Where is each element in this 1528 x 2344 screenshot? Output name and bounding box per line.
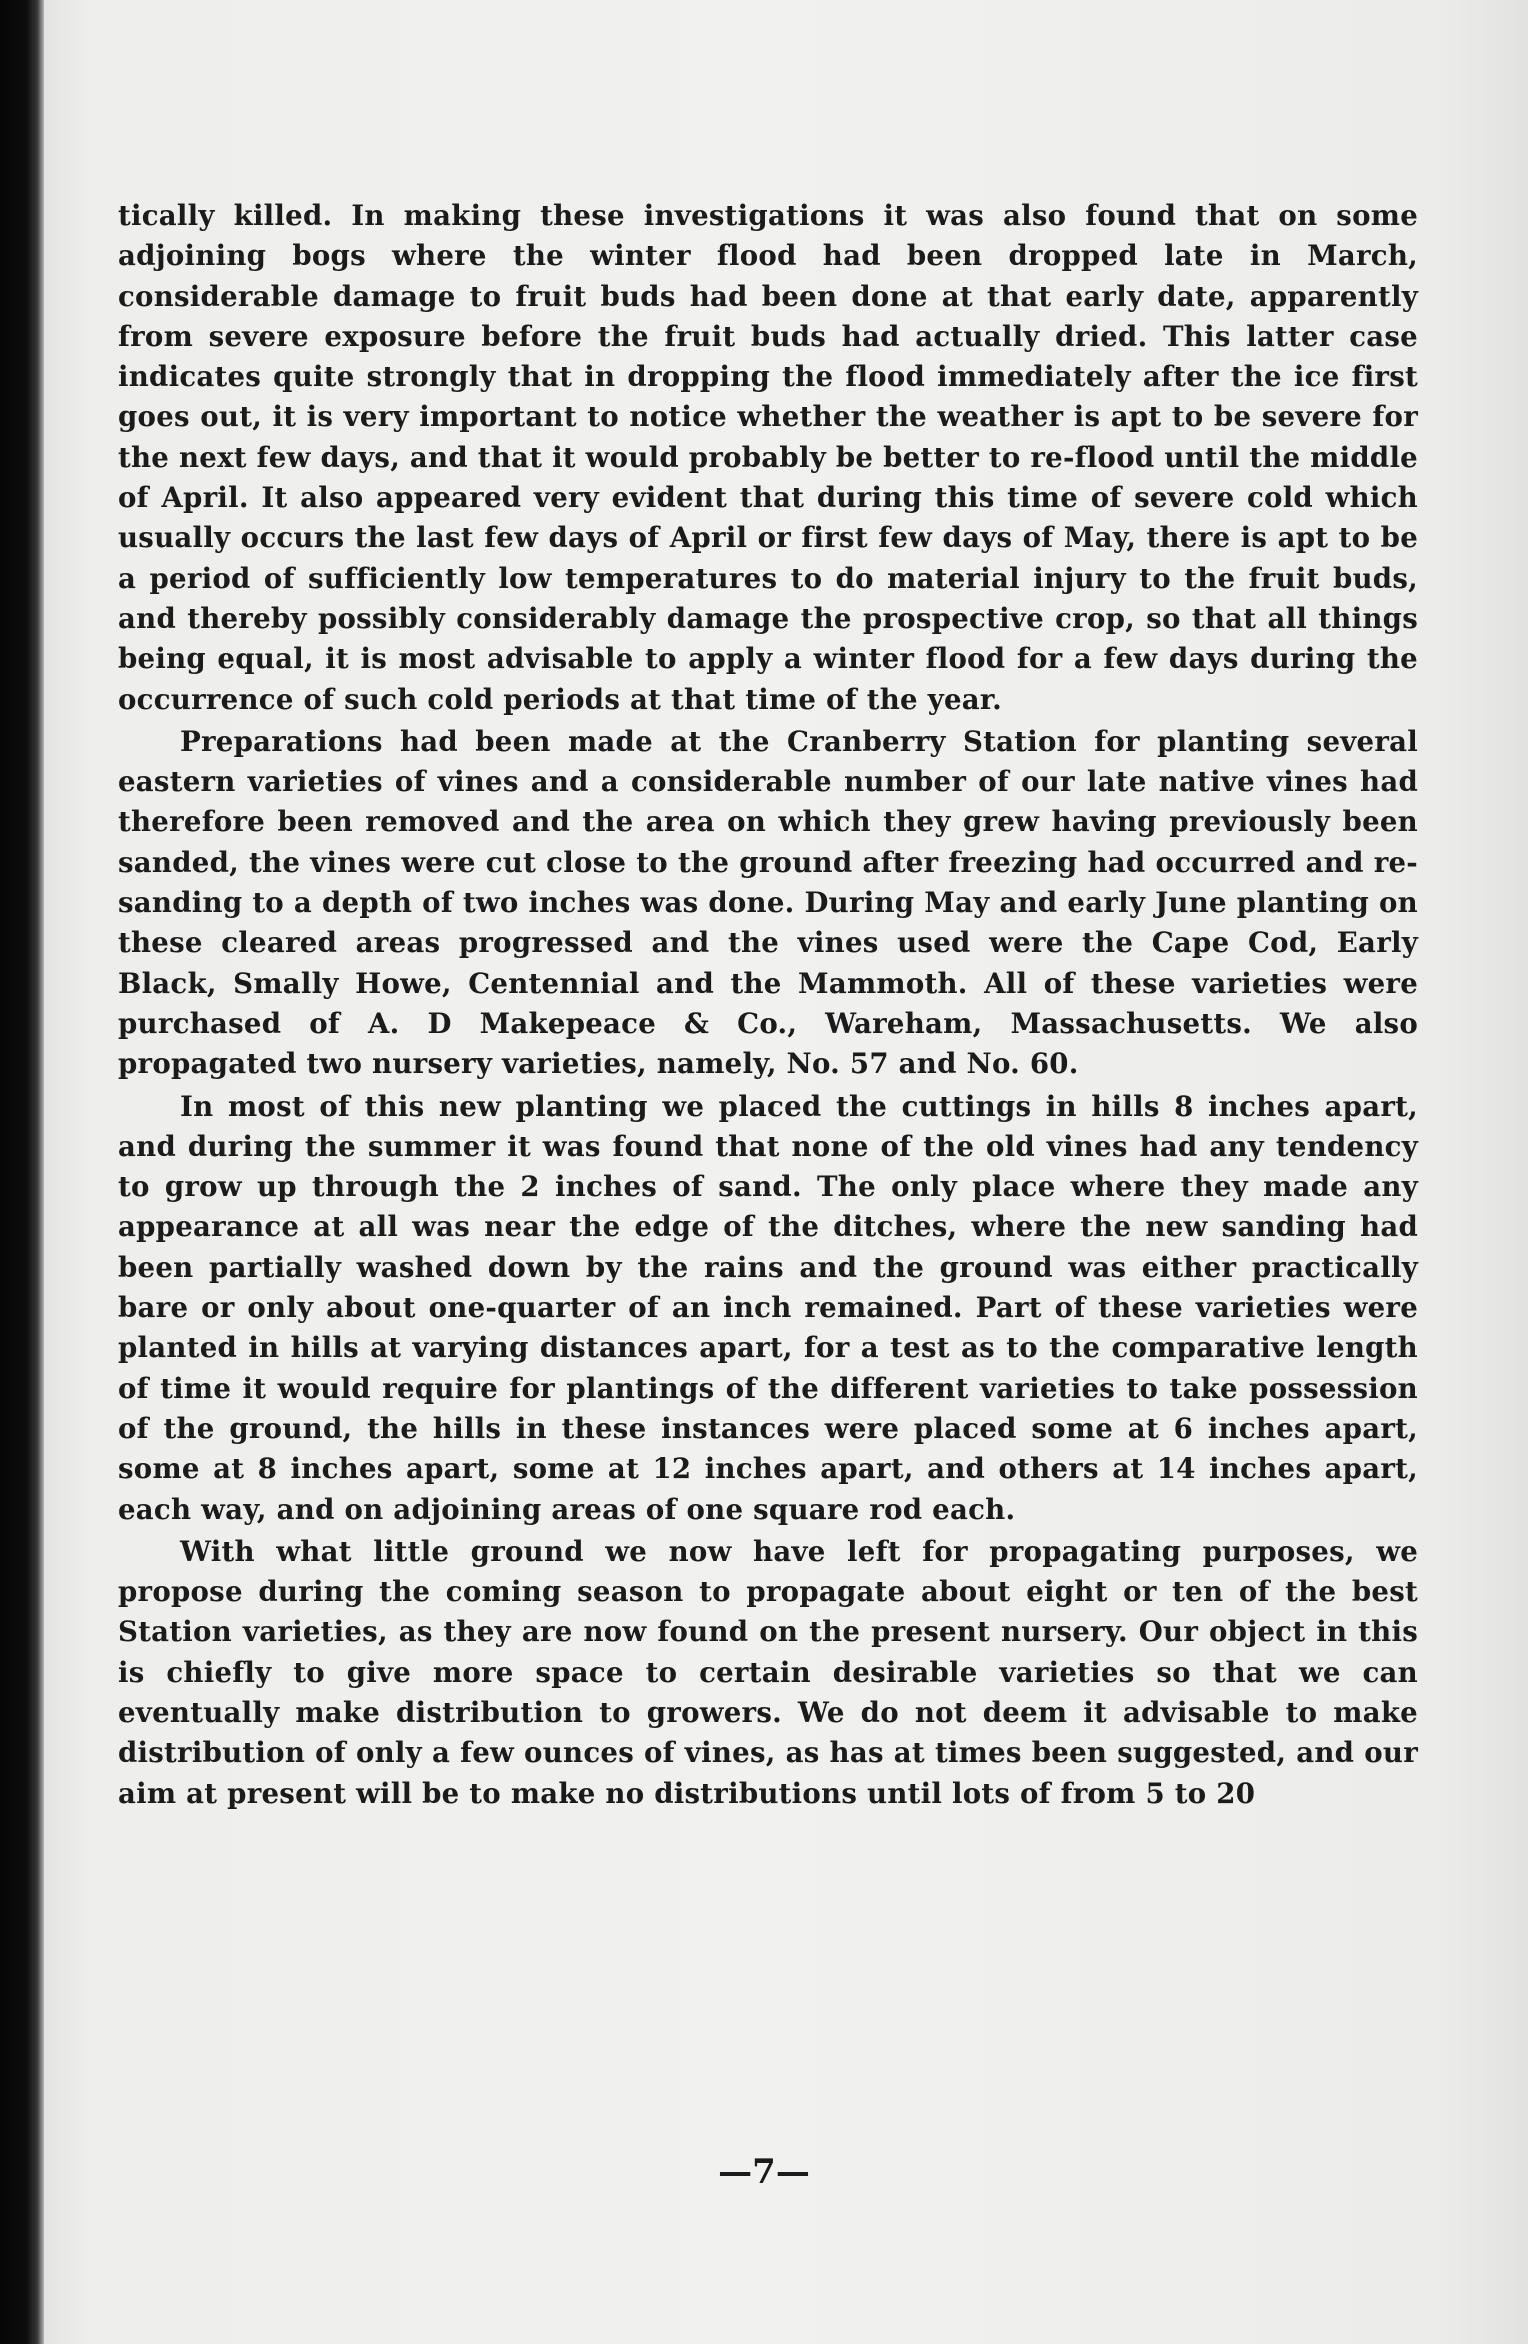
paragraph-new-planting: In most of this new planting we placed the cuttings in hills 8 inches apart, and during the summer it was found that none of the old vines had any tendency to grow up through the 2 inches of sand. The only place where they made any appearance at all was near the edge of the ditches, where the new sanding had been partially washed down by the rains and the ground was either practically bare or only about one-quarter of an inch remained. Part of these varieties were planted in hills at varying distances apart, for a test as to the comparative length of time it would require for plantings of the different varieties to take possession of the ground, the hills in these instances were placed some at 6 inches apart, some at 8 inches apart, some at 12 inches apart, and others at 14 inches apart, each way, and on adjoining areas of one square rod each. (118, 1089, 1418, 1526)
binding-shadow (0, 0, 44, 2344)
paragraph-propagation: With what little ground we now have left for propagating purposes, we propose during the coming season to propagate about eight or ten of the best Station varieties, as they are now found on the present nursery. Our object in this is chiefly to give more space to certain desirable varieties so that we can eventually make distribution to growers. We do not deem it advisable to make distribution of only a few ounces of vines, as has at times been suggested, and our aim at present will be to make no distributions until lots of from 5 to 20 (118, 1534, 1418, 1810)
page-number: —7— (718, 2152, 810, 2192)
paragraph-continuation: tically killed. In making these investigations it was also found that on some adjoining bogs where the winter flood had been dropped late in March, considerable damage to fruit buds had been done at that early date, apparently from severe exposure before the fruit buds had actually dried. This latter case indicates quite strongly that in dropping the flood immediately after the ice first goes out, it is very important to notice whether the weather is apt to be severe for the next few days, and that it would probably be better to re-flood until the middle of April. It also appeared very evident that during this time of severe cold which usually occurs the last few days of April or first few days of May, there is apt to be a period of sufficiently low temperatures to do material injury to the fruit buds, and thereby possibly considerably damage the prospective crop, so that all things being equal, it is most advisable to apply a winter flood for a few days during the occurrence of such cold periods at that time of the year. (118, 199, 1418, 716)
body-text (118, 196, 1418, 1816)
paragraph-station-planting: Preparations had been made at the Cranberry Station for planting several eastern varieties of vines and a considerable number of our late native vines had therefore been removed and the area on which they grew having previously been sanded, the vines were cut close to the ground after freezing had occurred and re-sanding to a depth of two inches was done. During May and early June planting on these cleared areas progressed and the vines used were the Cape Cod, Early Black, Smally Howe, Centennial and the Mammoth. All of these varieties were purchased of A. D Makepeace & Co., Wareham, Massachusetts. We also propagated two nursery varieties, namely, No. 57 and No. 60. (118, 724, 1418, 1081)
